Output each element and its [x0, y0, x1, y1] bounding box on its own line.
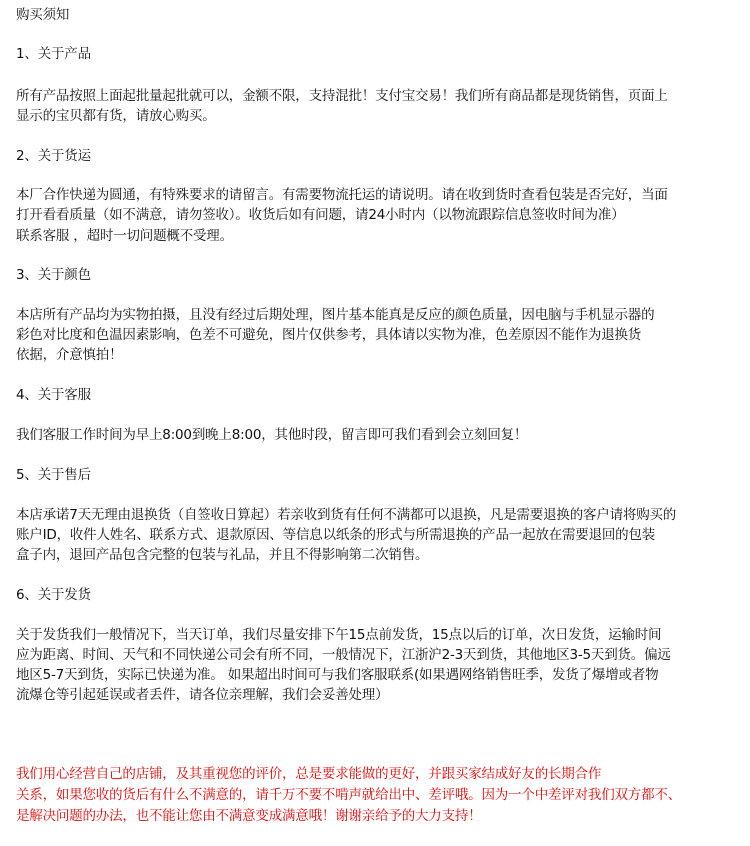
section-text-line: 盒子内，退回产品包含完整的包装与礼品，并且不得影响第二次销售。 — [16, 547, 429, 563]
section-heading-customer-service: 4、关于客服 — [16, 387, 91, 403]
closing-note-line: 关系，如果您收的货后有什么不满意的，请千万不要不啃声就给出中、差评哦。因为一个中差评对我们双方都不、 — [16, 787, 681, 803]
section-text-line: 本厂合作快递为圆通，有特殊要求的请留言。有需要物流托运的请说明。请在收到货时查看包装是否完好，当面 — [16, 187, 668, 203]
section-text-line: 地区5-7天到货，实际已快递为准。 如果超出时间可与我们客服联系(如果遇网络销售旺季，发货了爆增或者物 — [16, 667, 659, 683]
section-heading-after-sales: 5、关于售后 — [16, 467, 91, 483]
section-text-line: 关于发货我们一般情况下，当天订单，我们尽量安排下午15点前发货，15点以后的订单，次日发货，运输时间 — [16, 627, 662, 643]
closing-note-line: 是解决问题的办法，也不能让您由不满意变成满意哦！谢谢亲给予的大力支持！ — [16, 808, 482, 824]
section-text-line: 流爆仓等引起延误或者丢件，请各位亲理解，我们会妥善处理） — [16, 687, 389, 703]
section-text-line: 依据，介意慎拍！ — [16, 347, 123, 363]
section-text-line: 显示的宝贝都有货，请放心购买。 — [16, 108, 216, 124]
section-heading-color: 3、关于颜色 — [16, 267, 91, 283]
section-heading-shipping: 2、关于货运 — [16, 148, 91, 164]
section-text-line: 联系客服 ，超时一切问题概不受理。 — [16, 228, 233, 244]
document-title: 购买须知 — [16, 7, 70, 23]
closing-note-line: 我们用心经营自己的店铺，及其重视您的评价，总是要求能做的更好，并跟买家结成好友的长期合作 — [16, 766, 602, 782]
section-text-line: 应为距离、时间、天气和不同快递公司会有所不同，一般情况下，江浙沪2-3天到货，其他地区3-5天到货。偏远 — [16, 647, 671, 663]
section-text-line: 所有产品按照上面起批量起批就可以，金额不限，支持混批！支付宝交易！我们所有商品都是现货销售，页面上 — [16, 88, 668, 104]
section-text-line: 本店承诺7天无理由退换货（自签收日算起）若亲收到货有任何不满都可以退换，凡是需要退换的客户请将购买的 — [16, 507, 677, 523]
section-text-line: 打开看看质量（如不满意，请勿签收）。收货后如有问题，请24小时内（以物流跟踪信息签收时间为准） — [16, 207, 625, 223]
section-text-line: 我们客服工作时间为早上8:00到晚上8:00，其他时段，留言即可我们看到会立刻回复！ — [16, 427, 528, 443]
section-heading-delivery: 6、关于发货 — [16, 587, 91, 603]
section-text-line: 账户ID，收件人姓名、联系方式、退款原因、等信息以纸条的形式与所需退换的产品一起放在需要退回的包装 — [16, 527, 656, 543]
section-text-line: 本店所有产品均为实物拍摄，且没有经过后期处理，图片基本能真是反应的颜色质量，因电脑与手机显示器的 — [16, 307, 655, 323]
section-heading-product: 1、关于产品 — [16, 46, 91, 62]
section-text-line: 彩色对比度和色温因素影响，色差不可避免，图片仅供参考，具体请以实物为准，色差原因不能作为退换货 — [16, 327, 642, 343]
